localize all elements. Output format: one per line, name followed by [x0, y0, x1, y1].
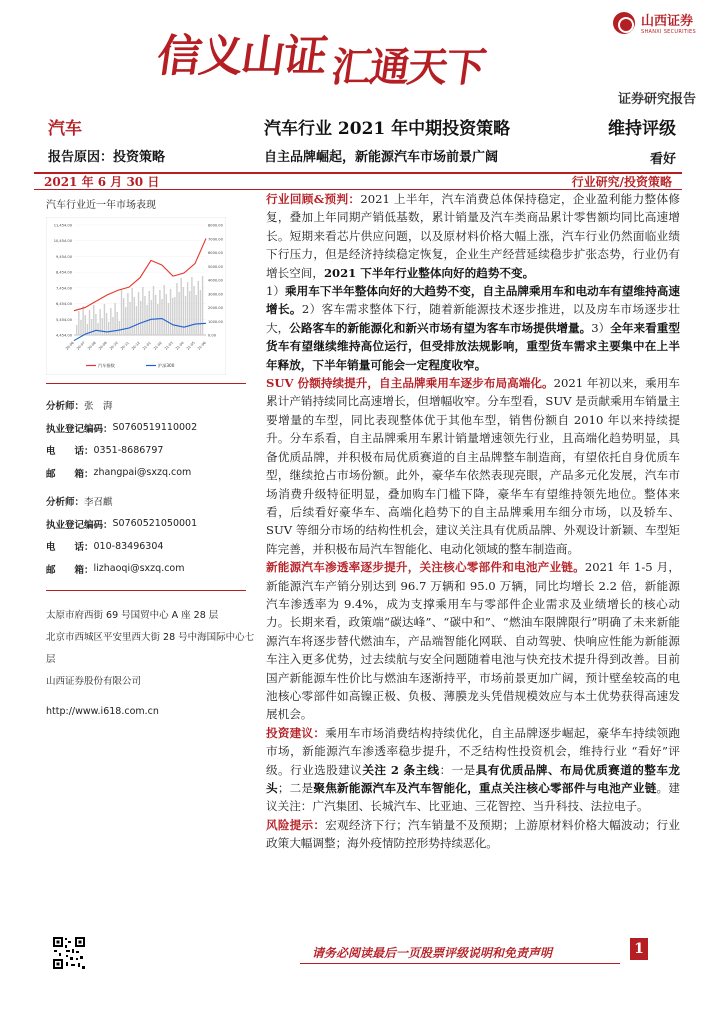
y-right-tick: 2000.00: [208, 306, 223, 310]
analyst-phone-label: 电 话：: [46, 542, 94, 554]
volume-bar: [85, 315, 86, 335]
chart-title: 汽车行业近一年市场表现: [46, 200, 156, 211]
risk-heading: 风险提示：: [266, 817, 326, 832]
y-right-tick: 7000.00: [208, 237, 223, 242]
risk-text: 宏观经济下行；汽车销量不及预期；上游原材料价格大幅波动；行业政策大幅调整；海外疫情防控形势持续恶化。: [266, 817, 680, 851]
volume-bar: [82, 306, 83, 335]
segment-2-text: 2）客车需求整体下行，随着新能源技术逐步推进，以及房车市场逐步壮大，: [266, 302, 680, 335]
volume-bar: [153, 286, 154, 335]
analyst-1-email[interactable]: zhangpai@sxzq.com: [93, 467, 192, 479]
volume-bar: [138, 292, 139, 335]
report-reason: 报告原因：投资策略: [48, 150, 166, 165]
analyst-1-cert-row: [46, 417, 256, 440]
analyst-2-cert: S0760521050001: [112, 518, 198, 530]
y-right-tick: 6000.00: [208, 251, 223, 255]
footer-rule: [300, 963, 620, 964]
analyst-cert-label: 执业登记编码：: [46, 519, 113, 531]
volume-bar: [195, 295, 196, 335]
analyst-email-label: 邮 箱：: [46, 564, 94, 576]
address-taiyuan: 太原市府西街 69 号国贸中心 A 座 28 层: [46, 610, 219, 621]
x-tick: 21-04: [174, 340, 185, 351]
volume-bar: [131, 288, 132, 335]
analyst-2-cert-row: [46, 513, 256, 536]
analyst-name-label: 分析师：: [46, 497, 85, 509]
nev-heading: 新能源汽车渗透率逐步提升，关注核心零部件和电池产业链。: [266, 560, 585, 575]
y-right-tick: 0.00: [208, 333, 217, 338]
suv-heading: SUV 份额持续提升，自主品牌乘用车逐步布局高端化。: [266, 376, 554, 391]
nev-text: 2021 年 1-5 月，新能源汽车产销分别达到 96.7 万辆和 95.0 万辆，同比均增长 2.2 倍，新能源汽车渗透率为 9.4%，成为支撑乘用车与零部件企业需求及业绩增长的核心动力。长期来看，政策端“碳达峰”、“碳中和”、“燃油车限牌限行”明确了未来新能源汽车将逐步替代燃油车，产品端智能化网联、自动驾驶、快响应性能为新能源车注入更多优势，过去续航与安全问题随着电池与快充技术提升得到改善。目前国产新能源车性价比与燃油车逐渐持平，市场前景更加广阔，预计壁垒较高的电池核心零部件如高镍正极、负极、薄膜龙头凭借规模效应与本土优势获得高速发展机会。: [266, 560, 680, 722]
volume-bar: [174, 297, 175, 335]
segment-1-num: 1）: [266, 284, 286, 299]
volume-bar: [155, 295, 156, 335]
analyst-1-name: 张 湃: [84, 401, 113, 413]
analyst-1-phone: 0351-8686797: [93, 444, 164, 456]
segment-1-text: 乘用车下半年整体向好的大趋势不变，自主品牌乘用车和电动车有望维持高速增长。: [266, 284, 680, 317]
volume-bar: [189, 291, 190, 335]
analyst-1-cert: S0760519110002: [112, 422, 198, 434]
volume-bar: [168, 303, 169, 335]
slogan-part2: 汇通天下: [328, 44, 488, 91]
analyst-1-phone-row: [46, 439, 256, 462]
analyst-2-email[interactable]: lizhaoqi@sxzq.com: [93, 563, 185, 575]
qr-code-icon: [52, 936, 86, 970]
legend-label: 汽车指数: [98, 363, 115, 368]
y-right-tick: 1000.00: [208, 319, 223, 324]
y-left-tick: 5,454.00: [55, 317, 72, 322]
analyst-1-email-row: [46, 462, 256, 485]
y-left-tick: 6,454.00: [55, 302, 72, 307]
volume-bar: [134, 297, 135, 335]
advice-line-2: 聚焦新能源汽车及汽车智能化，重点关注核心零部件与电池产业链: [313, 781, 657, 795]
advice-text-1: 乘用车市场消费结构持续优化，自主品牌逐步崛起，豪华车持续领跑市场，新能源汽车渗透率稳步提升，不乏结构性投资机会，维持行业 “看好”评级。行业选股建议: [266, 725, 680, 777]
segment-3-num: 3）: [591, 320, 611, 335]
volume-bar: [129, 302, 130, 335]
volume-bar: [161, 299, 162, 335]
industry: 汽车: [48, 119, 82, 139]
paragraph-suv: [266, 374, 680, 558]
review-text: 2021 上半年，汽车消费总体保持稳定，企业盈利能力整体修复，叠加上年同期产销低基数，累计销量及汽车类商品累计零售额均同比高速增长。短期来看芯片供应问题，以及原材料价格大幅上涨，汽车行业仍然面临业绩下行压力，但是经济持续稳定恢复，企业生产经营延续稳步扩张态势，行业仍有增长空间，: [266, 192, 680, 280]
volume-bar: [121, 289, 122, 335]
volume-bar: [193, 286, 194, 335]
segment-2-conclusion: 公路客车的新能源化和新兴市场有望为客车市场提供增量。: [289, 320, 592, 335]
volume-bar: [166, 294, 167, 335]
volume-bar: [78, 311, 79, 335]
volume-bar: [144, 296, 145, 335]
chart-divider: [46, 383, 246, 384]
volume-bar: [176, 283, 177, 335]
market-performance-chart: [46, 217, 226, 375]
suv-text: 2021 年初以来，乘用车累计产销持续同比高速增长，但增幅收窄。分车型看，SUV 是贡献乘用车销量主要增量的车型，同比表现整体优于其他车型，销售份额自 2010 年以来持续提升。分车系看，自主品牌乘用车累计销量增速领先行业，且高端化趋势明显，具备优质品牌，并积极布局优质赛道的自主品牌整车制造商，有望依托自身优质车型，继续抢占市场份额。此外，豪华车依然表现亮眼，产品多元化发展，汽车市场消费升级特征明显，叠加购车门槛下降，豪华车有望维持领先地位。整体来看，后续看好豪华车、高端化趋势下的自主品牌乘用车细分市场，以及轿车、SUV 等细分市场的结构性机会，建议关注具有优质品牌、外观设计新颖、车型矩阵完善，并积极布局汽车智能化、电动化领域的整车制造商。: [266, 376, 680, 556]
paragraph-advice: [266, 724, 680, 816]
volume-bar: [172, 298, 173, 335]
volume-bar: [170, 289, 171, 335]
volume-bar: [95, 314, 96, 335]
advice-heading: 投资建议：: [266, 725, 326, 740]
y-right-tick: 8000.00: [208, 223, 223, 228]
advice-line-1: 具有优质品牌、布局优质赛道的整车龙头: [266, 762, 680, 795]
volume-bar: [117, 312, 118, 335]
brand-name: 山西证券: [641, 14, 694, 29]
y-right-tick: 4000.00: [208, 278, 223, 283]
analyst-2-name: 李召麒: [84, 497, 113, 509]
volume-bar: [97, 323, 98, 335]
y-right-tick: 5000.00: [208, 264, 223, 269]
volume-bar: [104, 304, 105, 335]
paragraph-risk: [266, 816, 680, 853]
volume-bar: [191, 277, 192, 335]
header-banner: [0, 0, 724, 110]
left-column: [46, 192, 256, 723]
volume-bar: [76, 325, 77, 335]
analyst-list: [46, 394, 256, 580]
x-tick: 21-02: [152, 340, 163, 351]
address-beijing: 北京市西城区平安里西大街 28 号中海国际中心七层: [46, 632, 255, 665]
volume-bar: [157, 304, 158, 335]
x-tick: 21-03: [163, 340, 174, 351]
volume-bar: [202, 276, 203, 335]
volume-bar: [185, 296, 186, 335]
report-category: 行业研究/投资策略: [571, 175, 672, 189]
y-left-tick: 10,454.00: [53, 239, 72, 244]
volume-bar: [108, 322, 109, 335]
volume-bar: [89, 310, 90, 335]
volume-bar: [159, 290, 160, 335]
company-name: 山西证券股份有限公司: [46, 676, 142, 687]
analyst-2-phone: 010-83496304: [93, 540, 164, 552]
rating-value: 看好: [649, 152, 676, 167]
volume-bar: [102, 318, 103, 335]
x-tick: 21-01: [141, 340, 152, 351]
volume-bar: [80, 320, 81, 335]
y-left-tick: 7,454.00: [55, 286, 72, 291]
disclaimer: 请务必阅读最后一页股票评级说明和免责声明: [312, 946, 553, 960]
advice-text-2: ：一是: [439, 762, 476, 777]
volume-bar: [183, 287, 184, 335]
contact-divider: [46, 590, 246, 591]
sub-title: 自主品牌崛起，新能源汽车市场前景广阔: [264, 150, 499, 165]
title-block: [0, 110, 724, 172]
analyst-1-name-row: [46, 394, 256, 417]
advice-mainline: 关注 2 条主线: [362, 762, 440, 777]
analyst-2-phone-row: [46, 535, 256, 558]
volume-bar: [136, 306, 137, 335]
x-tick: 21-06: [196, 340, 207, 351]
paragraph-review: [266, 190, 680, 282]
paragraph-segments: [266, 282, 680, 374]
segment-3-text: 全年来看重型货车有望继续维持高位运行，但受排放法规影响，重型货车需求主要集中在上半年释放，下半年销量可能会一定程度收窄。: [266, 320, 680, 372]
review-heading: 行业回顾&预判：: [266, 192, 361, 206]
brand-en: SHANXI SECURITIES: [641, 29, 696, 35]
x-tick: 20-07: [75, 340, 86, 351]
advice-text-4: 。建议关注：广汽集团、长城汽车、比亚迪、三花智控、当升科技、法拉电子。: [266, 781, 680, 814]
paragraph-nev: [266, 558, 680, 724]
x-tick: 20-12: [130, 340, 141, 351]
volume-bar: [149, 291, 150, 335]
y-right-tick: 3000.00: [208, 292, 223, 297]
page-number: 1: [630, 938, 648, 960]
analyst-name-label: 分析师：: [46, 401, 85, 413]
review-conclusion: 2021 下半年行业整体向好的趋势不变。: [323, 265, 535, 280]
x-tick: 20-11: [119, 340, 130, 351]
contact-block: [46, 605, 256, 723]
y-left-tick: 8,454.00: [55, 270, 72, 275]
analyst-phone-label: 电 话：: [46, 446, 94, 458]
volume-bar: [163, 285, 164, 335]
volume-bar: [151, 300, 152, 335]
volume-bar: [140, 301, 141, 335]
x-tick: 20-10: [108, 340, 119, 351]
analyst-2-email-row: [46, 558, 256, 581]
slogan-part1: 信义山证: [153, 31, 329, 82]
brand: [613, 10, 696, 35]
volume-bar: [112, 317, 113, 335]
analyst-cert-label: 执业登记编码：: [46, 423, 113, 435]
advice-text-3: ；二是: [277, 781, 314, 795]
rating-label: 维持评级: [608, 119, 676, 139]
slogan: [153, 20, 491, 91]
analyst-email-label: 邮 箱：: [46, 468, 94, 480]
x-tick: 21-05: [185, 340, 196, 351]
volume-bar: [187, 282, 188, 335]
volume-bar: [200, 290, 201, 335]
y-left-tick: 11,454.00: [53, 223, 72, 228]
report-kind: 证券研究报告: [617, 92, 696, 107]
x-tick: 20-06: [64, 340, 75, 351]
volume-bar: [125, 307, 126, 335]
y-left-tick: 4,454.00: [55, 333, 72, 338]
legend-label: 沪深300: [158, 363, 175, 368]
volume-bar: [178, 292, 179, 335]
analyst-2-name-row: [46, 490, 256, 513]
volume-bar: [142, 287, 143, 335]
volume-bar: [119, 321, 120, 335]
volume-bar: [198, 281, 199, 335]
company-website[interactable]: http://www.i618.com.cn: [46, 706, 159, 717]
date-bar: [34, 172, 682, 190]
page-title: 汽车行业 2021 年中期投资策略: [264, 119, 511, 139]
report-date: 2021 年 6 月 30 日: [44, 175, 160, 189]
report-body: [266, 190, 680, 853]
y-left-tick: 9,454.00: [55, 254, 72, 259]
x-tick: 20-08: [86, 340, 97, 351]
x-tick: 20-09: [97, 340, 108, 351]
brand-logo-icon: [613, 12, 635, 34]
